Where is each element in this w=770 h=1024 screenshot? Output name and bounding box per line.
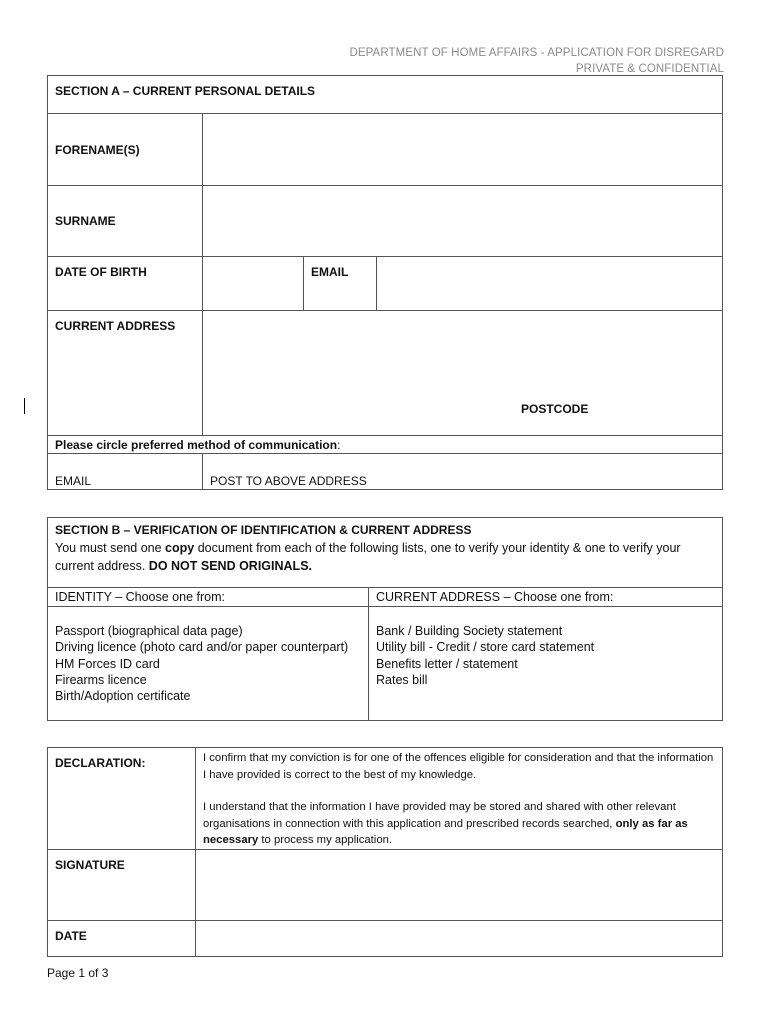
list-item: Utility bill - Credit / store card statement	[376, 640, 595, 655]
identity-list	[48, 607, 369, 721]
identity-header: IDENTITY – Choose one from:	[48, 588, 369, 607]
instr-text-1: You must send one	[55, 541, 166, 555]
para2-text-a: I understand that the information I have provided may be stored and shared with other relevant organisations in connection with this application and prescribed records searched,	[203, 801, 676, 830]
header-title: DEPARTMENT OF HOME AFFAIRS - APPLICATION FOR DISREGARD	[349, 47, 724, 59]
surname-field[interactable]	[203, 186, 723, 257]
declaration-table	[47, 747, 723, 957]
date-label: DATE	[48, 920, 196, 956]
instr-copy-bold: copy	[165, 541, 195, 555]
list-item: Passport (biographical data page)	[55, 624, 243, 638]
dob-field[interactable]	[203, 257, 304, 311]
declaration-para-1: I confirm that my conviction is for one of the offences eligible for consideration and that the information I have provided is correct to the best of my knowledge.	[203, 752, 714, 781]
list-item: HM Forces ID card	[55, 656, 160, 671]
date-field[interactable]	[196, 920, 723, 956]
communication-prompt	[48, 436, 723, 454]
email-label: EMAIL	[304, 257, 377, 311]
comm-option-email[interactable]: EMAIL	[48, 454, 203, 490]
forenames-label: FORENAME(S)	[48, 114, 203, 186]
section-b-table	[47, 517, 723, 721]
section-a-title: SECTION A – CURRENT PERSONAL DETAILS	[48, 76, 723, 114]
instr-text-2: document from each of the following lists, one to verify your identity & one to verify your current address.	[55, 541, 681, 573]
document-header	[349, 45, 724, 77]
address-field[interactable]	[203, 311, 723, 436]
section-a-table	[47, 75, 723, 490]
section-b-instructions	[55, 539, 715, 575]
address-label: CURRENT ADDRESS	[48, 311, 203, 436]
section-b-title: SECTION B – VERIFICATION OF IDENTIFICATION & CURRENT ADDRESS	[55, 523, 472, 537]
list-item: Rates bill	[376, 672, 428, 687]
forenames-field[interactable]	[203, 114, 723, 186]
list-item: Bank / Building Society statement	[376, 624, 563, 638]
communication-prompt-text: Please circle preferred method of communication	[55, 437, 338, 452]
instr-no-originals: DO NOT SEND ORIGINALS.	[148, 559, 312, 573]
text-cursor	[24, 398, 25, 414]
signature-label: SIGNATURE	[48, 849, 196, 920]
comm-option-post[interactable]: POST TO ABOVE ADDRESS	[203, 454, 723, 490]
declaration-label: DECLARATION:	[48, 748, 196, 850]
communication-prompt-colon: :	[337, 437, 341, 452]
page-number: Page 1 of 3	[47, 966, 109, 980]
email-field[interactable]	[377, 257, 723, 311]
header-confidential: PRIVATE & CONFIDENTIAL	[575, 63, 724, 75]
surname-label: SURNAME	[48, 186, 203, 257]
section-b-header	[48, 518, 723, 588]
para2-bold: only as far as necessary	[203, 817, 688, 846]
list-item: Driving licence (photo card and/or paper counterpart)	[55, 640, 349, 655]
declaration-text	[196, 748, 723, 850]
signature-field[interactable]	[196, 849, 723, 920]
declaration-para-2	[203, 799, 715, 849]
address-doc-list	[369, 607, 723, 721]
list-item: Benefits letter / statement	[376, 656, 518, 671]
dob-label: DATE OF BIRTH	[48, 257, 203, 311]
para2-text-b: to process my application.	[258, 834, 393, 846]
postcode-label: POSTCODE	[521, 402, 589, 416]
list-item: Firearms licence	[55, 672, 147, 687]
address-doc-header: CURRENT ADDRESS – Choose one from:	[369, 588, 723, 607]
list-item: Birth/Adoption certificate	[55, 689, 191, 704]
